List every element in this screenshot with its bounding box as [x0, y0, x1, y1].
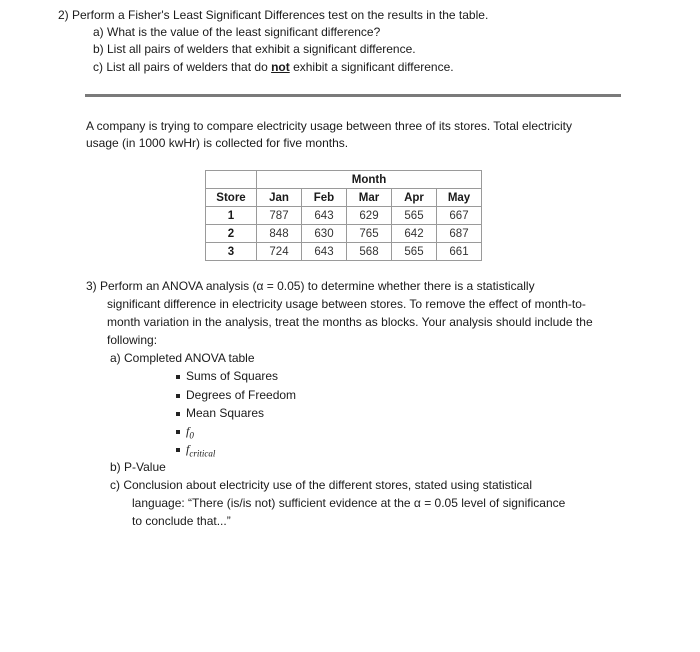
- col-header: Jan: [257, 189, 302, 207]
- f0-subscript: 0: [189, 430, 194, 441]
- col-header: Mar: [347, 189, 392, 207]
- value-cell: 787: [257, 207, 302, 225]
- q2-c-post: exhibit a significant difference.: [289, 60, 454, 74]
- bullet-item: [176, 440, 215, 462]
- value-cell: 565: [392, 207, 437, 225]
- q3-line4: following:: [107, 333, 158, 347]
- bullet-item: [176, 386, 296, 404]
- q3-a: a) Completed ANOVA table: [110, 351, 255, 365]
- q3-line3: month variation in the analysis, treat the months as blocks. Your analysis should include the: [107, 315, 593, 329]
- value-cell: 642: [392, 225, 437, 243]
- value-cell: 765: [347, 225, 392, 243]
- section-divider: [85, 94, 621, 97]
- q3-c1: c) Conclusion about electricity use of the different stores, stated using statistical: [110, 478, 532, 492]
- f0-symbol: f: [186, 424, 190, 438]
- value-cell: 643: [302, 207, 347, 225]
- q3-b: b) P-Value: [110, 460, 166, 474]
- fcrit-symbol: f: [186, 442, 190, 456]
- value-cell: 565: [392, 243, 437, 261]
- intro-line1: A company is trying to compare electricity usage between three of its stores. Total electricity: [86, 119, 572, 133]
- store-cell: 2: [206, 225, 257, 243]
- value-cell: 724: [257, 243, 302, 261]
- value-cell: 667: [437, 207, 482, 225]
- intro-line2: usage (in 1000 kwHr) is collected for five months.: [86, 136, 349, 150]
- store-cell: 1: [206, 207, 257, 225]
- value-cell: 661: [437, 243, 482, 261]
- bullet-text: Mean Squares: [186, 406, 265, 420]
- value-cell: 687: [437, 225, 482, 243]
- store-cell: 3: [206, 243, 257, 261]
- col-header: May: [437, 189, 482, 207]
- bullet-text: Degrees of Freedom: [186, 388, 297, 402]
- q3-line2: significant difference in electricity usage between stores. To remove the effect of month-to-: [107, 297, 586, 311]
- q2-b: b) List all pairs of welders that exhibit a significant difference.: [93, 42, 416, 56]
- q3-c2: language: “There (is/is not) sufficient evidence at the α = 0.05 level of significance: [132, 496, 566, 510]
- bullet-text: Sums of Squares: [186, 369, 279, 383]
- value-cell: 630: [302, 225, 347, 243]
- q2-c-emphasis: not: [271, 60, 290, 74]
- q2-title: 2) Perform a Fisher's Least Significant Differences test on the results in the table.: [58, 8, 489, 22]
- month-header: Month: [257, 171, 482, 189]
- bullet-item: [176, 367, 278, 385]
- table-row: [206, 207, 482, 225]
- col-header: Apr: [392, 189, 437, 207]
- store-header: Store: [206, 189, 257, 207]
- bullet-item: [176, 404, 264, 422]
- usage-table: [205, 170, 482, 261]
- q2-c: [93, 58, 454, 76]
- value-cell: 629: [347, 207, 392, 225]
- q3-c3: to conclude that...”: [132, 514, 231, 528]
- value-cell: 848: [257, 225, 302, 243]
- table-row: [206, 225, 482, 243]
- q2-a: a) What is the value of the least significant difference?: [93, 25, 381, 39]
- table-row: [206, 243, 482, 261]
- value-cell: 568: [347, 243, 392, 261]
- col-header: Feb: [302, 189, 347, 207]
- value-cell: 643: [302, 243, 347, 261]
- fcrit-subscript: critical: [189, 448, 216, 459]
- q2-c-pre: c) List all pairs of welders that do: [93, 60, 272, 74]
- q3-line1: 3) Perform an ANOVA analysis (α = 0.05) to determine whether there is a statistically: [86, 279, 535, 293]
